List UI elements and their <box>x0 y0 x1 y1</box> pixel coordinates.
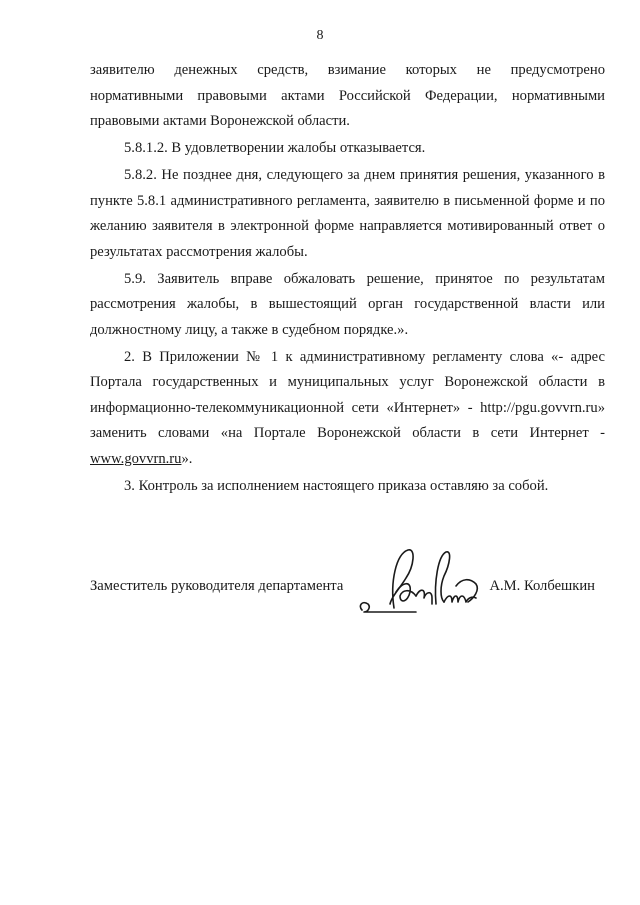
signatory-name: А.М. Колбешкин <box>489 578 595 594</box>
paragraph-5-8-2: 5.8.2. Не позднее дня, следующего за днем принятия решения, указанного в пункте 5.8.1 административного регламента, заявителю в письменной форме и по желанию заявителя в электронной форме направляется мотивированный ответ о результатах рассмотрения жалобы. <box>90 167 605 260</box>
handwritten-signature <box>356 542 486 622</box>
paragraph-continuation: заявителю денежных средств, взимание которых не предусмотрено нормативными правовыми актами Российской Федерации, нормативными правовыми актами Воронежской области. <box>90 62 605 129</box>
website-link[interactable]: www.govvrn.ru <box>90 450 182 467</box>
page-number: 8 <box>316 28 324 43</box>
document-body <box>90 58 605 501</box>
item-2-text: 2. В Приложении № 1 к административному регламенту слова «- адрес Портала государственных и муниципальных услуг Воронежской области в информационно-телекоммуникационной сети «Интернет» - http://pgu.govvrn.ru» заменить словами «на Портале Воронежской области в сети Интернет - <box>90 348 605 441</box>
paragraph-item-2 <box>90 345 605 473</box>
item-2-text-end: ». <box>181 450 193 467</box>
paragraph-5-8-1-2: 5.8.1.2. В удовлетворении жалобы отказывается. <box>124 140 426 156</box>
paragraph-item-3: 3. Контроль за исполнением настоящего приказа оставляю за собой. <box>124 477 549 494</box>
signature-block <box>90 570 605 630</box>
paragraph-5-9: 5.9. Заявитель вправе обжаловать решение, принятое по результатам рассмотрения жалобы, в вышестоящий орган государственной власти или должностному лицу, а также в судебном порядке.». <box>90 270 605 338</box>
signatory-title: Заместитель руководителя департамента <box>90 578 344 594</box>
